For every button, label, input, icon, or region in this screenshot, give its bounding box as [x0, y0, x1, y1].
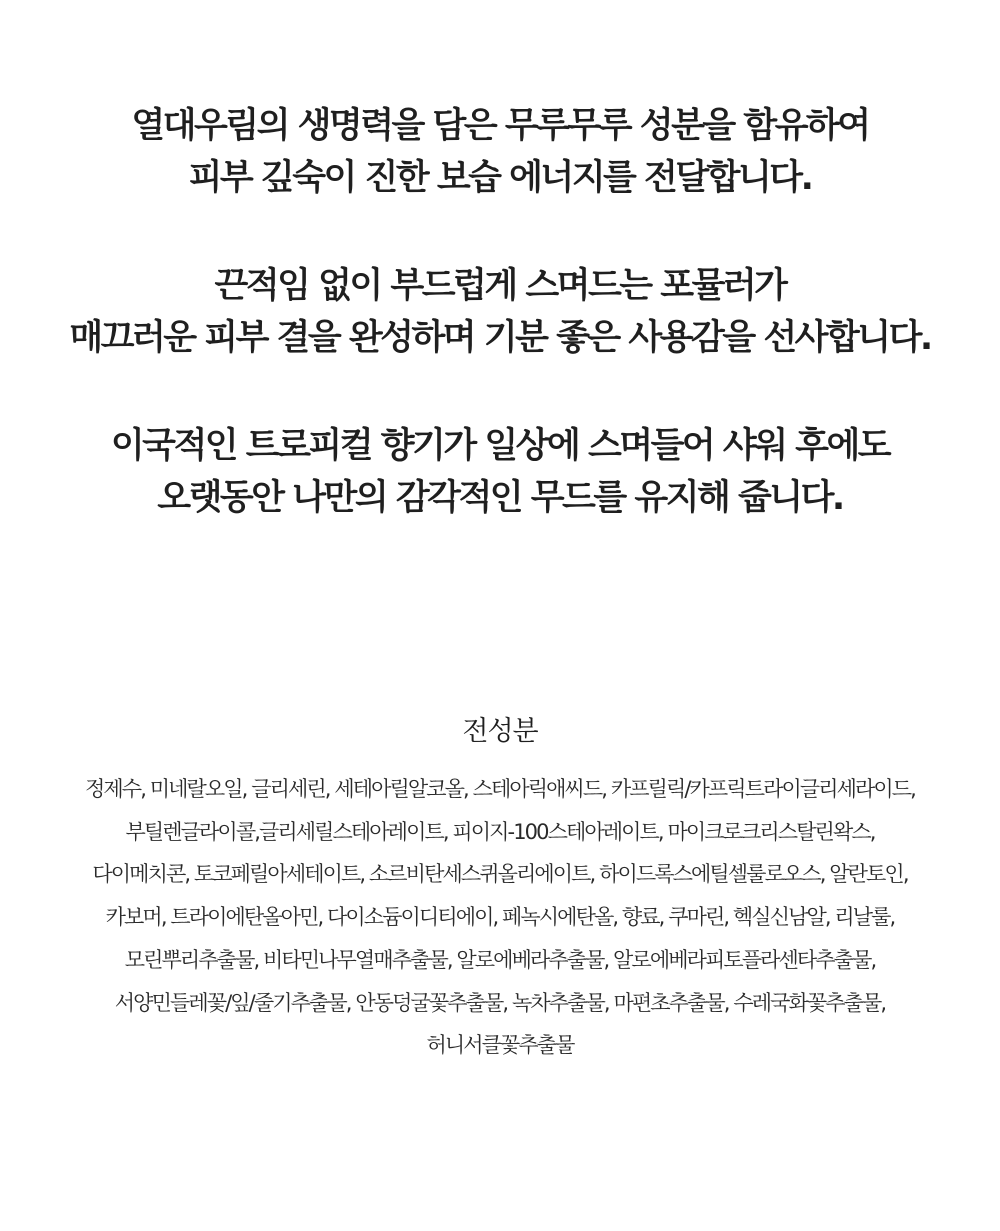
ingredients-section [0, 710, 1000, 1067]
ingredients-line: 서양민들레꽃/잎/줄기추출물, 안동덩굴꽃추출물, 녹차추출물, 마편초추출물, 수레국화꽃추출물, [114, 990, 886, 1015]
description-line: 열대우림의 생명력을 담은 무루무루 성분을 함유하여 [131, 106, 869, 146]
description-line: 오랫동안 나만의 감각적인 무드를 유지해 줍니다. [157, 478, 843, 518]
description-line: 끈적임 없이 부드럽게 스며드는 포뮬러가 [214, 266, 786, 306]
ingredients-line: 부틸렌글라이콜,글리세릴스테아레이트, 피이지-100스테아레이트, 마이크로크리스탈린왁스, [125, 819, 875, 844]
description-paragraph-moisture [0, 100, 1000, 204]
ingredients-line: 정제수, 미네랄오일, 글리세린, 세테아릴알코올, 스테아릭애씨드, 카프릴릭/카프릭트라이글리세라이드, [85, 777, 915, 801]
ingredients-line: 카보머, 트라이에탄올아민, 다이소듐이디티에이, 페녹시에탄올, 향료, 쿠마린, 헥실신남알, 리날룰, [105, 905, 895, 930]
description-line: 매끄러운 피부 결을 완성하며 기분 좋은 사용감을 선사합니다. [69, 318, 931, 358]
description-line: 피부 깊숙이 진한 보습 에너지를 전달합니다. [188, 158, 812, 198]
ingredients-line: 다이메치콘, 토코페릴아세테이트, 소르비탄세스퀴올리에이트, 하이드록스에틸셀룰로오스, 알란토인, [92, 862, 908, 887]
description-paragraph-texture [0, 260, 1000, 364]
product-description [0, 100, 1000, 580]
ingredients-line: 허니서클꽃추출물 [426, 1033, 574, 1058]
description-paragraph-fragrance [0, 420, 1000, 524]
ingredients-title: 전성분 [462, 716, 538, 747]
ingredients-line: 모린뿌리추출물, 비타민나무열매추출물, 알로에베라추출물, 알로에베라피토플라센타추출물, [124, 947, 876, 972]
description-line: 이국적인 트로피컬 향기가 일상에 스며들어 샤워 후에도 [110, 426, 890, 466]
